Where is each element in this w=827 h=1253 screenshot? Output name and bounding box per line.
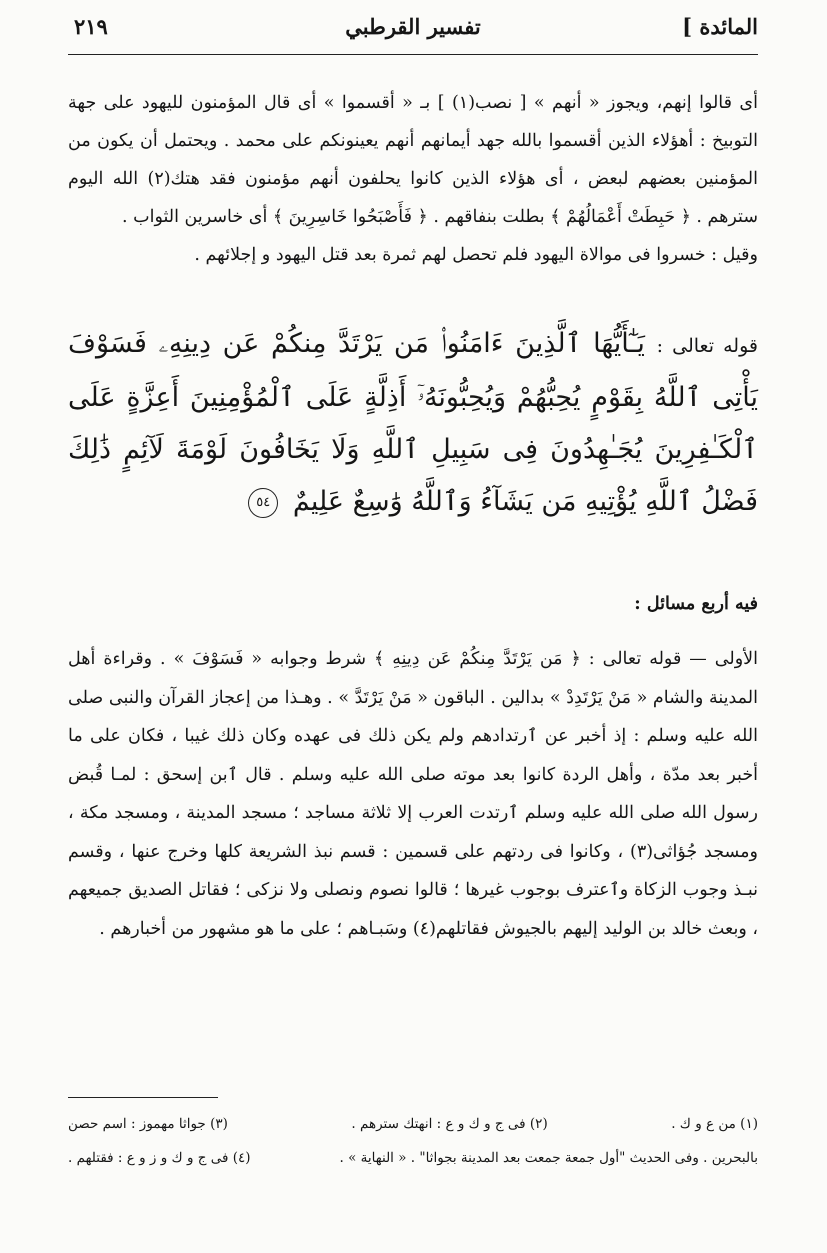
verse-intro: قوله تعالى : — [656, 335, 758, 357]
footnote-3-start: (٣) جواثا مهموز : اسم حصن — [68, 1116, 228, 1132]
footnote-2: (٢) فى ج و ك و ع : انهتك سترهم . — [351, 1116, 548, 1132]
body-text — [68, 640, 758, 948]
footnote-rule — [68, 1097, 218, 1098]
footnote-row — [68, 1141, 758, 1175]
verse-text: يَـٰٓأَيُّهَا ٱلَّذِينَ ءَامَنُوا۟ مَن يَرْتَدَّ مِنكُمْ عَن دِينِهِۦ فَسَوْفَ يَأْتِى ٱللَّهُ بِقَوْمٍ يُحِبُّهُمْ وَيُحِبُّونَهُۥٓ أَذِلَّةٍ عَلَى ٱلْمُؤْمِنِينَ أَعِزَّةٍ عَلَى ٱلْكَـٰفِرِينَ يُجَـٰهِدُونَ فِى سَبِيلِ ٱللَّهِ وَلَا يَخَافُونَ لَوْمَةَ لَآئِمٍ ذَٰلِكَ فَضْلُ ٱللَّهِ يُؤْتِيهِ مَن يَشَآءُ وَٱللَّهُ وَٰسِعٌ عَلِيمٌ — [68, 328, 758, 517]
footnote-4: (٤) فى ج و ك و ز و ع : فقتلهم . — [68, 1150, 251, 1166]
section-heading: فيه أربع مسائل : — [634, 594, 758, 614]
footnote-3-end: بالبحرين . وفى الحديث "أول جمعة جمعت بعد المدينة بجواثا" . « النهاية » . — [339, 1150, 758, 1166]
surah-name: المائدة ] — [682, 14, 758, 39]
ayah-number-marker: ٥٤ — [248, 488, 278, 518]
body-paragraph: الأولى — قوله تعالى : ﴿ مَن يَرْتَدَّ مِنكُمْ عَن دِينِهِ ﴾ شرط وجوابه « فَسَوْفَ » . وقراءة أهل المدينة والشام « مَنْ يَرْتَدِدْ » بدالين . الباقون « مَنْ يَرْتَدَّ » . وهـذا من إعجاز القرآن والنبى صلى الله عليه وسلم : إذ أخبر عن ٱرتدادهم ولم يكن ذلك فى عهده وكان ذلك غيبا ، فكان على ما أخبر بعد مدّة ، وأهل الردة كانوا بعد موته صلى الله عليه وسلم . قال ٱبن إسحق : لمـا قُبض رسول الله صلى الله عليه وسلم ٱرتدت العرب إلا ثلاثة مساجد ؛ مسجد المدينة ، ومسجد مكة ، ومسجد جُؤاثى(٣) ، وكانوا فى ردتهم على قسمين : قسم نبذ الشريعة كلها وخرج عنها ، وقسم نبـذ وجوب الزكاة وٱعترف بوجوب غيرها ؛ قالوا نصوم ونصلى ولا نزكى ؛ فقاتل الصديق جميعهم ، وبعث خالد بن الوليد إليهم بالجيوش فقاتلهم(٤) وسَبـاهم ؛ على ما هو مشهور من أخبارهم . — [68, 649, 758, 939]
quran-verse — [68, 318, 758, 528]
book-page — [68, 0, 758, 1253]
second-paragraph: وقيل : خسروا فى موالاة اليهود فلم تحصل لهم ثمرة بعد قتل اليهود و إجلائهم . — [194, 245, 758, 265]
verse-paragraph — [68, 318, 758, 528]
page-number: ٢١٩ — [74, 14, 108, 39]
header-rule — [68, 54, 758, 55]
footnote-1: (١) من ع و ك . — [671, 1116, 758, 1132]
intro-paragraph: أى قالوا إنهم، ويجوز « أنهم » [ نصب(١) ] بـ « أقسموا » أى قال المؤمنون لليهود على جهة التوبيخ : أهؤلاء الذين أقسموا بالله جهد أيمانهم أنهم يعينونكم على محمد . ويحتمل أن يكون من المؤمنين بعضهم لبعض ، أى هؤلاء الذين كانوا يحلفون أنهم مؤمنون فقد هتك(٢) الله اليوم سترهم . ﴿ حَبِطَتْ أَعْمَالُهُمْ ﴾ بطلت بنفاقهم . ﴿ فَأَصْبَحُوا خَاسِرِينَ ﴾ أى خاسرين الثواب . — [68, 93, 758, 227]
intro-text — [68, 84, 758, 274]
footnote-row — [68, 1107, 758, 1141]
book-title: تفسير القرطبي — [345, 14, 481, 39]
page-header — [68, 14, 758, 46]
footnotes — [68, 1107, 758, 1175]
